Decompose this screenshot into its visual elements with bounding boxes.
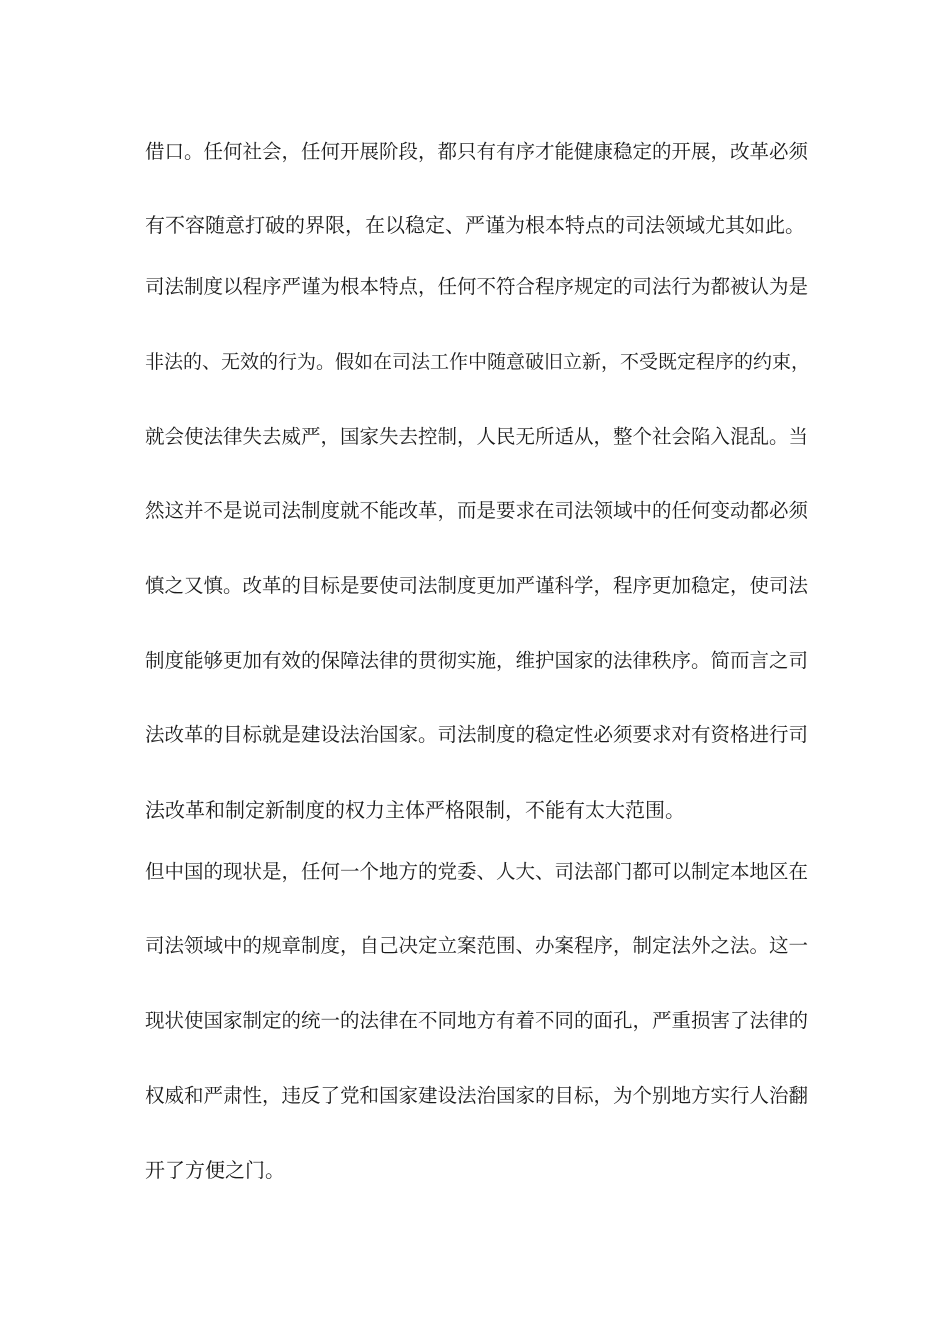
text-line-2: 有不容随意打破的界限，在以稳定、严谨为根本特点的司法领域尤其如此。 (145, 213, 805, 237)
text-line-7: 慎之又慎。改革的目标是要使司法制度更加严谨科学，程序更加稳定，使司法 (145, 574, 809, 597)
text-line-11: 但中国的现状是，任何一个地方的党委、人大、司法部门都可以制定本地区在 (145, 860, 809, 883)
text-line-10: 法改革和制定新制度的权力主体严格限制，不能有太大范围。 (145, 798, 685, 822)
text-line-4: 非法的、无效的行为。假如在司法工作中随意破旧立新，不受既定程序的约束， (145, 351, 811, 373)
text-line-9: 法改革的目标就是建设法治国家。司法制度的稳定性必须要求对有资格进行司 (145, 723, 809, 746)
text-line-13: 现状使国家制定的统一的法律在不同地方有着不同的面孔，严重损害了法律的 (145, 1009, 809, 1032)
text-line-3: 司法制度以程序严谨为根本特点，任何不符合程序规定的司法行为都被认为是 (145, 275, 809, 298)
text-line-8: 制度能够更加有效的保障法律的贯彻实施，维护国家的法律秩序。简而言之司 (145, 649, 809, 672)
text-line-1: 借口。任何社会，任何开展阶段，都只有有序才能健康稳定的开展，改革必须 (145, 140, 809, 163)
text-line-6: 然这并不是说司法制度就不能改革，而是要求在司法领域中的任何变动都必须 (145, 499, 809, 522)
text-line-12: 司法领域中的规章制度，自己决定立案范围、办案程序，制定法外之法。这一 (145, 934, 809, 957)
text-line-15: 开了方便之门。 (145, 1158, 285, 1182)
text-line-5: 就会使法律失去威严，国家失去控制，人民无所适从，整个社会陷入混乱。当 (145, 425, 809, 448)
text-line-14: 权威和严肃性，违反了党和国家建设法治国家的目标，为个别地方实行人治翻 (145, 1084, 809, 1107)
